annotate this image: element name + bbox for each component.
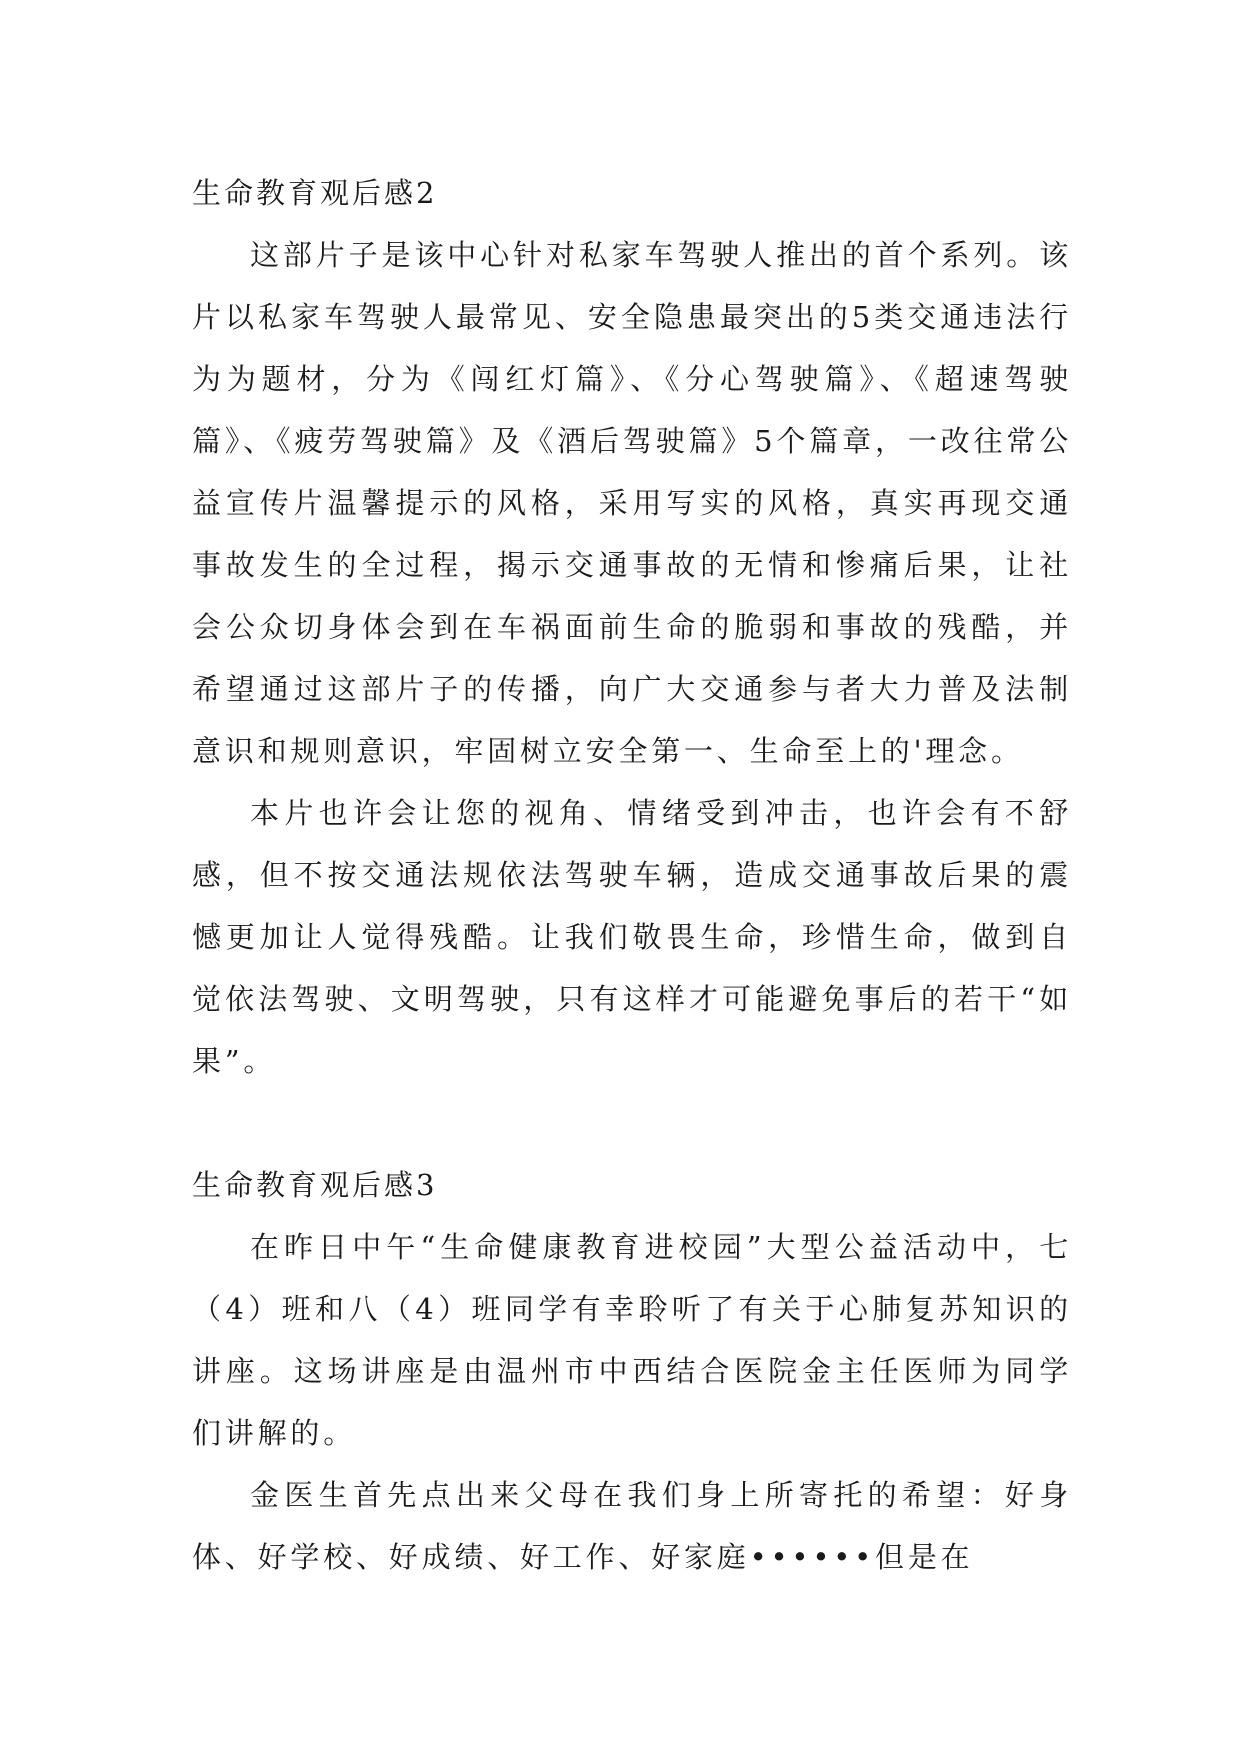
section-essay-2 xyxy=(192,162,1072,1092)
paragraph: 本片也许会让您的视角、情绪受到冲击，也许会有不舒感，但不按交通法规依法驾驶车辆，造成交通事故后果的震憾更加让人觉得残酷。让我们敬畏生命，珍惜生命，做到自觉依法驾驶、文明驾驶，只有这样才可能避免事后的若干“如果”。 xyxy=(192,796,1072,1078)
section-heading: 生命教育观后感2 xyxy=(192,176,438,210)
paragraph: 这部片子是该中心针对私家车驾驶人推出的首个系列。该片以私家车驾驶人最常见、安全隐患最突出的5类交通违法行为为题材，分为《闯红灯篇》、《分心驾驶篇》、《超速驾驶篇》、《疲劳驾驶篇》及《酒后驾驶篇》5个篇章，一改往常公益宣传片温馨提示的风格，采用写实的风格，真实再现交通事故发生的全过程，揭示交通事故的无情和惨痛后果，让社会公众切身体会到在车祸面前生命的脆弱和事故的残酷，并希望通过这部片子的传播，向广大交通参与者大力普及法制意识和规则意识，牢固树立安全第一、生命至上的'理念。 xyxy=(192,238,1072,768)
section-heading: 生命教育观后感3 xyxy=(192,1168,438,1202)
document-content xyxy=(192,162,1072,1588)
section-essay-3 xyxy=(192,1154,1072,1588)
paragraph: 在昨日中午“生命健康教育进校园”大型公益活动中，七（4）班和八（4）班同学有幸聆听了有关于心肺复苏知识的讲座。这场讲座是由温州市中西结合医院金主任医师为同学们讲解的。 xyxy=(192,1230,1072,1450)
section-spacer xyxy=(192,1092,1072,1154)
paragraph: 金医生首先点出来父母在我们身上所寄托的希望：好身体、好学校、好成绩、好工作、好家庭••••••但是在 xyxy=(192,1478,1072,1574)
